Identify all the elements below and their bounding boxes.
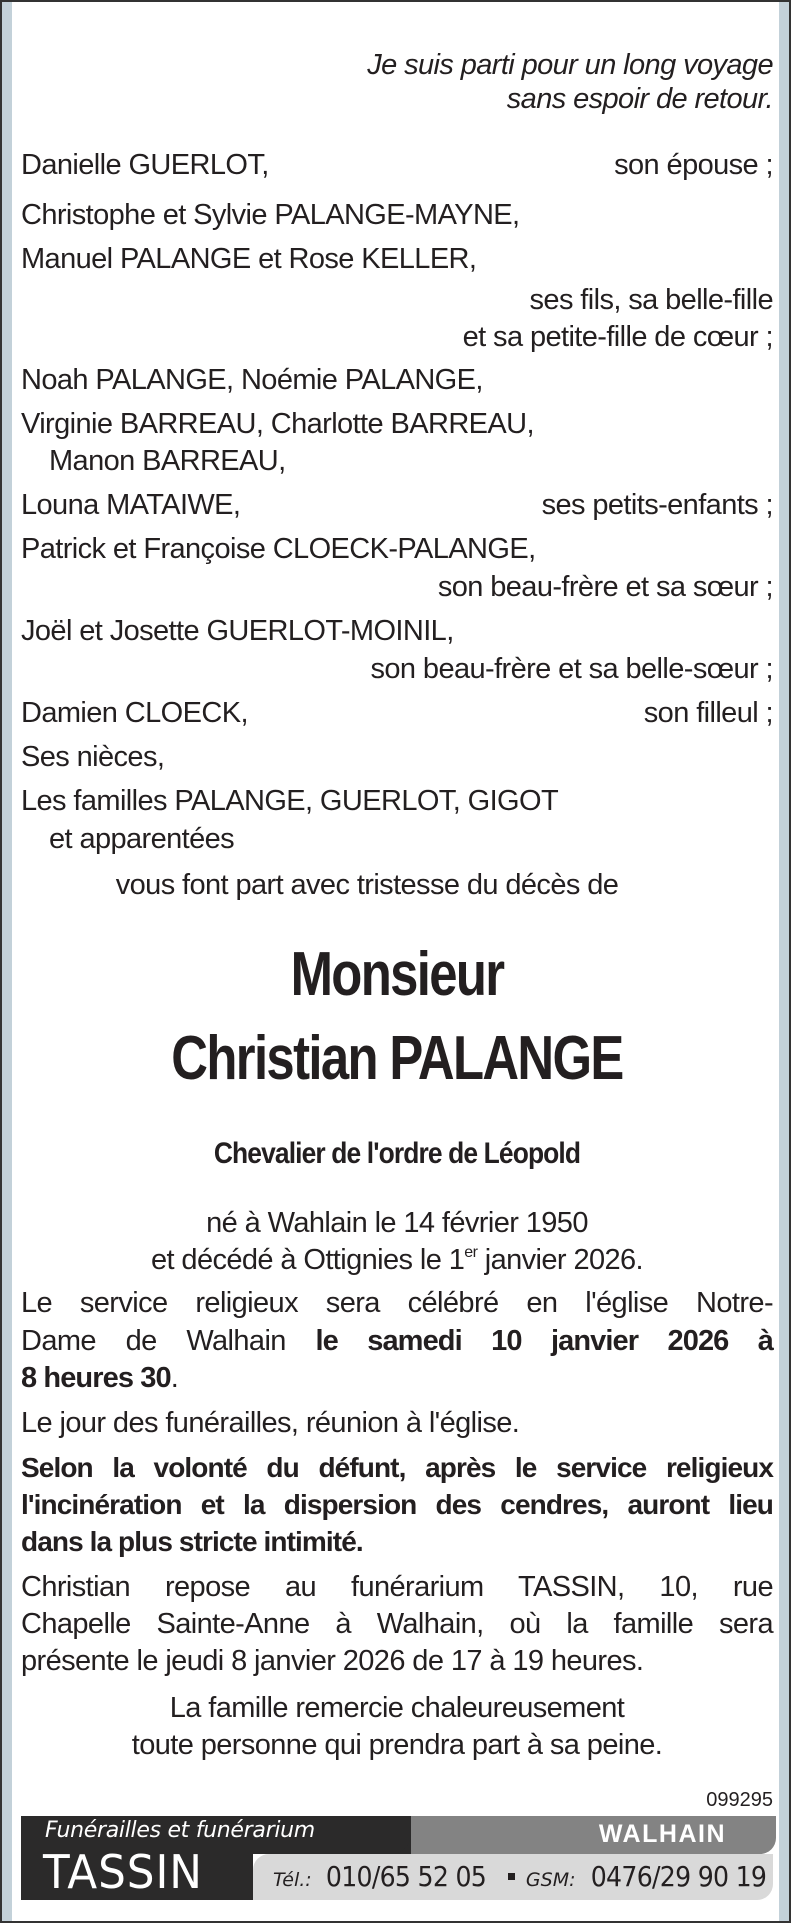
family-name: Virginie BARREAU, Charlotte BARREAU, — [21, 408, 534, 440]
town-panel — [381, 1816, 776, 1854]
family-relation: son filleul ; — [643, 697, 773, 729]
town-name: WALHAIN — [598, 1820, 726, 1848]
contact-panel — [253, 1854, 773, 1900]
family-name: Joël et Josette GUERLOT-MOINIL, — [21, 615, 454, 647]
birth-info: né à Wahlain le 14 février 1950 — [206, 1207, 588, 1239]
service-date: le samedi 10 janvier 2026 à — [315, 1325, 773, 1357]
family-name: Patrick et Françoise CLOECK-PALANGE, — [21, 533, 536, 565]
family-name: Les familles PALANGE, GUERLOT, GIGOT — [21, 785, 559, 817]
thanks-line: La famille remercie chaleureusement — [169, 1692, 625, 1724]
service-text: Dame de Walhain — [21, 1325, 316, 1357]
family-name: Louna MATAIWE, — [21, 489, 241, 521]
brand-panel-corner — [351, 1816, 411, 1854]
service-line: Le service religieux sera célébré en l'église Notre- — [21, 1287, 773, 1319]
family-relation: ses fils, sa belle-fille — [529, 284, 773, 316]
contact-numbers — [273, 1860, 776, 1893]
announcement: vous font part avec tristesse du décès de — [115, 869, 619, 901]
family-name: Danielle GUERLOT, — [21, 149, 269, 181]
family-row — [21, 696, 773, 730]
family-row — [21, 488, 773, 522]
family-name: Noah PALANGE, Noémie PALANGE, — [21, 364, 483, 396]
deceased-honor: Chevalier de l'ordre de Léopold — [213, 1137, 581, 1170]
service-line — [21, 1361, 773, 1395]
visitation-line: Christian repose au funérarium TASSIN, 10, rue — [21, 1571, 773, 1603]
wishes-line: l'incinération et la dispersion des cendres, auront lieu — [21, 1489, 773, 1520]
family-name: Manon BARREAU, — [49, 445, 286, 477]
family-name: et apparentées — [49, 823, 235, 855]
thanks-line: toute personne qui prendra part à sa peine. — [131, 1729, 663, 1761]
death-text: janvier 2026. — [477, 1244, 644, 1276]
family-name: Damien CLOECK, — [21, 697, 248, 729]
visitation-line: présente le jeudi 8 janvier 2026 de 17 à 19 heures. — [21, 1645, 644, 1677]
gsm-label: GSM: — [525, 1869, 576, 1891]
meeting-info: Le jour des funérailles, réunion à l'église. — [21, 1407, 520, 1439]
epigraph-line: sans espoir de retour. — [506, 83, 773, 115]
family-relation: son beau-frère et sa belle-sœur ; — [370, 653, 773, 685]
death-text: et décédé à Ottignies le 1 — [150, 1244, 465, 1276]
family-name: Christophe et Sylvie PALANGE-MAYNE, — [21, 199, 520, 231]
service-time: 8 heures 30 — [21, 1362, 171, 1394]
right-border-strip — [779, 2, 789, 1921]
gsm-number: 0476/29 90 19 — [590, 1860, 766, 1893]
tel-label: Tél.: — [273, 1869, 312, 1891]
family-relation: et sa petite-fille de cœur ; — [462, 321, 773, 353]
funeral-home-subtitle: Funérailles et funérarium — [45, 1818, 315, 1843]
epigraph-line: Je suis parti pour un long voyage — [367, 49, 773, 81]
family-relation: ses petits-enfants ; — [541, 489, 773, 521]
death-info — [21, 1243, 773, 1277]
wishes-line: dans la plus stricte intimité. — [21, 1526, 363, 1557]
tel-number: 010/65 52 05 — [325, 1860, 486, 1893]
reference-number: 099295 — [706, 1789, 773, 1811]
visitation-line: Chapelle Sainte-Anne à Walhain, où la famille sera — [21, 1608, 773, 1640]
family-row — [21, 148, 773, 182]
ordinal-suffix: er — [464, 1244, 478, 1261]
funeral-home-logo: TASSIN — [43, 1845, 203, 1899]
family-name: Ses nièces, — [21, 741, 165, 773]
service-line — [21, 1324, 773, 1358]
family-name: Manuel PALANGE et Rose KELLER, — [21, 243, 477, 275]
service-text: . — [170, 1362, 179, 1394]
separator-square-icon — [508, 1873, 515, 1880]
wishes-line: Selon la volonté du défunt, après le service religieux — [21, 1452, 773, 1483]
left-border-strip — [2, 2, 12, 1921]
family-relation: son épouse ; — [614, 149, 773, 181]
deceased-salutation: Monsieur — [290, 940, 504, 1009]
funeral-home-banner — [21, 1816, 776, 1900]
family-relation: son beau-frère et sa sœur ; — [437, 571, 773, 603]
deceased-name: Christian PALANGE — [171, 1024, 623, 1093]
